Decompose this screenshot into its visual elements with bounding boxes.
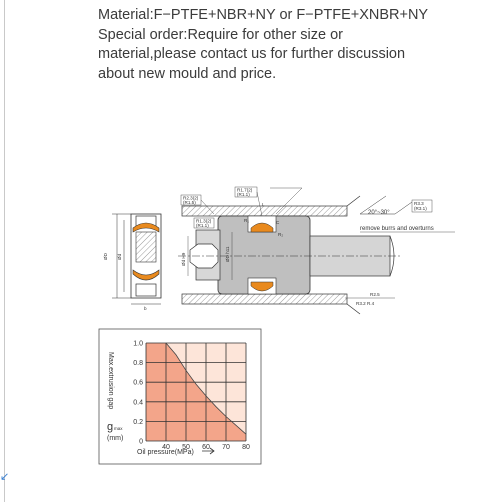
y-axis-unit: (mm) <box>107 435 124 442</box>
chart-x-tick-label: 50 <box>182 444 190 451</box>
chart-plot-area <box>133 341 250 452</box>
dim-D-label: ØD <box>103 253 108 260</box>
chart-y-tick-label: 0.8 <box>133 360 143 368</box>
dim-d-label: Ød <box>117 253 122 260</box>
label-C: C <box>276 220 280 225</box>
chamfer-angle: 20°~30° <box>368 210 390 216</box>
chart-y-tick-label: 0.2 <box>133 418 143 426</box>
svg-text:(R1.5): (R1.5) <box>183 200 196 205</box>
remove-burrs-note: remove burrs and overturns <box>360 226 434 232</box>
label-r2: R₂ <box>278 232 284 237</box>
contact-line: material,please contact us for further discussion <box>98 46 406 62</box>
mould-price-line: about new mould and price. <box>98 65 277 82</box>
svg-text:(R1.1): (R1.1) <box>237 192 250 197</box>
bottom-surface-note: R3.2 R.4 <box>356 301 375 306</box>
material-line: Material:F−PTFE+NBR+NY or F−PTFE+XNBR+NY <box>98 7 429 23</box>
svg-text:R1.7(2): R1.7(2) <box>237 187 253 193</box>
chart-x-tick-label: 70 <box>222 444 230 451</box>
dim-b-label: b <box>144 306 147 311</box>
svg-text:(R3.1): (R3.1) <box>414 206 427 211</box>
groove-L-label: L <box>262 202 265 207</box>
special-order-line: Special order:Require for other size or <box>98 26 344 43</box>
chart-x-tick-label: 40 <box>162 444 170 451</box>
svg-text:R1.3(2): R1.3(2) <box>196 218 212 224</box>
dim-groove-d1: Ød H9 <box>181 252 186 266</box>
svg-text:(R1.1): (R1.1) <box>196 223 209 228</box>
chart-y-tick-label: 0.4 <box>133 399 143 407</box>
x-axis-label: Oil pressure(MPa) <box>137 449 194 456</box>
y-axis-subscript: max <box>114 426 123 431</box>
svg-text:R2.3(2): R2.3(2) <box>183 195 199 201</box>
svg-text:R3.3: R3.3 <box>414 201 424 206</box>
dim-groove-D1: ØD h11 <box>225 246 230 262</box>
y-axis-symbol: g <box>107 421 114 433</box>
label-r1: R₁ <box>244 218 249 223</box>
chart-y-tick-label: 0.6 <box>133 379 143 387</box>
chart-y-tick-label: 0 <box>139 438 143 446</box>
bottom-label: R2.5 <box>370 292 380 297</box>
chart-y-tick-label: 1.0 <box>133 340 143 348</box>
corner-arrow-icon: ↙ <box>0 471 10 483</box>
chart-x-tick-label: 80 <box>242 444 250 451</box>
y-axis-label: Max.extrusion gap <box>107 352 114 410</box>
chart-x-tick-label: 60 <box>202 444 210 451</box>
